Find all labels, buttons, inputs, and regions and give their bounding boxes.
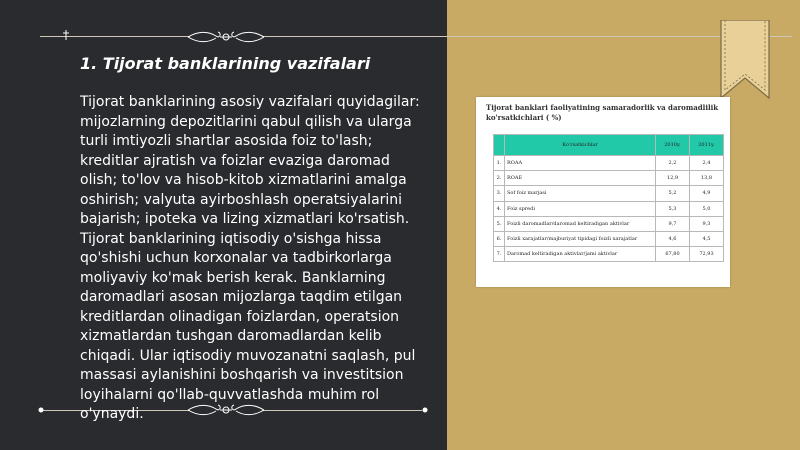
row-indicator: Foizli xarajatlar/majburiyat tipidagi foizli xarajatlar <box>505 231 656 246</box>
row-indicator: Foizli daromadlar/daromad keltiradigan aktivlar <box>505 216 656 231</box>
row-indicator: Daromad keltiradigan aktivlar/jami aktivlar <box>505 247 656 262</box>
row-number: 7. <box>494 247 505 262</box>
row-value-2011: 5,0 <box>690 201 724 216</box>
row-number: 2. <box>494 171 505 186</box>
pin-icon <box>62 30 70 40</box>
row-value-2011: 9,3 <box>690 216 724 231</box>
row-number: 3. <box>494 186 505 201</box>
table-header-2011: 2011y. <box>690 135 724 156</box>
row-value-2010: 2,2 <box>656 156 690 171</box>
metrics-table-card <box>476 97 730 287</box>
slide-title: 1. Tijorat banklarining vazifalari <box>80 54 371 73</box>
row-value-2010: 5,3 <box>656 201 690 216</box>
table-header-row <box>494 135 724 156</box>
table-header-no <box>494 135 505 156</box>
row-value-2010: 9,7 <box>656 216 690 231</box>
scroll-flourish-icon <box>186 27 266 47</box>
table-title: Tijorat banklari faoliyatining samaradorlik va daromadlilik ko'rsatkichlari ( %) <box>486 103 719 122</box>
table-row <box>494 231 724 246</box>
table-header-indicator: Ko'rsatkichlar <box>505 135 656 156</box>
row-number: 6. <box>494 231 505 246</box>
row-value-2010: 4,6 <box>656 231 690 246</box>
row-number: 5. <box>494 216 505 231</box>
row-value-2011: 4,9 <box>690 186 724 201</box>
row-value-2011: 2,4 <box>690 156 724 171</box>
table-row <box>494 186 724 201</box>
table-row <box>494 247 724 262</box>
slide-body-text: Tijorat banklarining asosiy vazifalari quyidagilar: mijozlarning depozitlarini qabul qilish va ularga turli imtiyozli shartlar asosida foiz to'lash; kreditlar ajratish va foizlar evaziga daromad olish; to'lov va hisob-kitob xizmatlarini amalga oshirish; valyuta ayirboshlash operatsiyalarini bajarish; ipoteka va lizing xizmatlari ko'rsatish. Tijorat banklarining iqtisodiy o'sishga hissa qo'shishi uchun korxonalar va tadbirkorlarga moliyaviy ko'mak berish kerak. Banklarning daromadlari asosan mijozlarga taqdim etilgan kreditlardan olinadigan foizlardan, operatsion xizmatlardan tushgan daromadlardan kelib chiqadi. Ular iqtisodiy muvozanatni saqlash, pul massasi aylanishini boshqarish va investitsion loyihalarni qo'llab-quvvatlashda muhim rol o'ynaydi. <box>80 94 420 422</box>
metrics-table <box>493 134 724 262</box>
row-indicator: Sof foiz marjasi <box>505 186 656 201</box>
table-row <box>494 201 724 216</box>
row-indicator: ROAA <box>505 156 656 171</box>
top-divider-right <box>262 36 792 37</box>
row-number: 1. <box>494 156 505 171</box>
row-value-2011: 72,93 <box>690 247 724 262</box>
table-row <box>494 216 724 231</box>
row-indicator: Foiz spredi <box>505 201 656 216</box>
row-number: 4. <box>494 201 505 216</box>
table-row <box>494 171 724 186</box>
bookmark-ribbon-icon <box>719 20 771 100</box>
bottom-dot-icon <box>36 405 46 415</box>
row-value-2010: 12,9 <box>656 171 690 186</box>
row-indicator: ROAE <box>505 171 656 186</box>
row-value-2011: 13,8 <box>690 171 724 186</box>
table-row <box>494 156 724 171</box>
row-value-2011: 4,5 <box>690 231 724 246</box>
table-header-2010: 2010y. <box>656 135 690 156</box>
row-value-2010: 67,80 <box>656 247 690 262</box>
row-value-2010: 5,2 <box>656 186 690 201</box>
